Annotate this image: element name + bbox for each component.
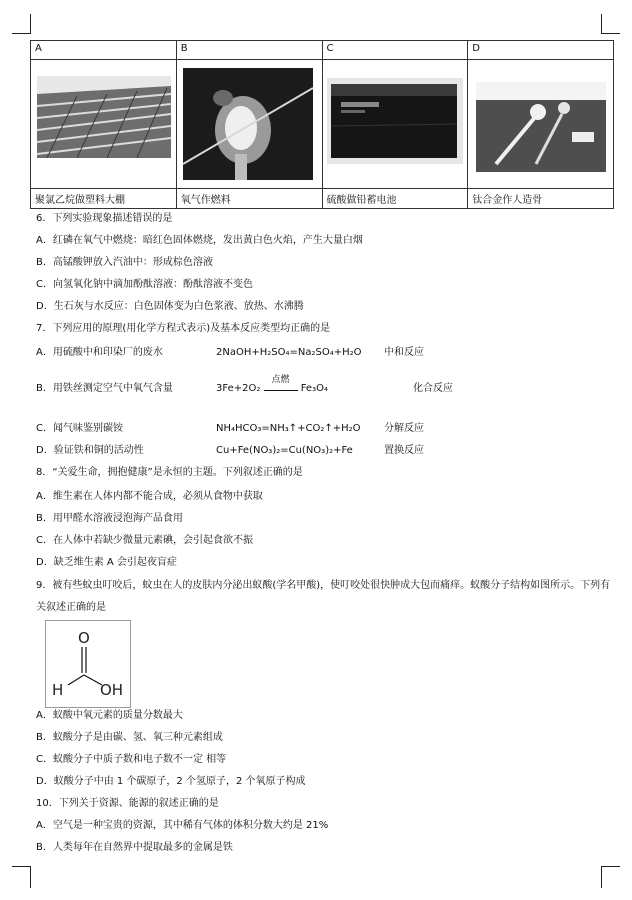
table-photo-cell-d [468, 60, 614, 189]
q9-option-a: A．蚁酸中氧元素的质量分数最大 [36, 710, 183, 721]
q7-b-eq-right: Fe₃O₄ [300, 383, 328, 394]
mol-oxygen-label: O [78, 629, 90, 647]
greenhouse-photo [37, 76, 171, 158]
q7-d-reaction-type: 置换反应 [384, 445, 424, 456]
q7-b-equation [216, 375, 328, 395]
q7-option-b [36, 375, 453, 395]
q7-b-eq-left: 3Fe+2O₂ [216, 383, 261, 394]
table-header-d: D [468, 41, 614, 60]
crop-mark-bottom-right-h [601, 866, 620, 867]
table-caption-a: 聚氯乙烷做塑料大棚 [31, 189, 177, 209]
q6-option-b: B．高锰酸钾放入汽油中：形成棕色溶液 [36, 257, 213, 268]
crop-mark-bottom-left-h [12, 866, 31, 867]
table-header-c: C [322, 41, 468, 60]
q7-d-text: D．验证铁和铜的活动性 [36, 445, 144, 456]
q7-option-a [36, 347, 424, 359]
table-caption-c: 硫酸做铅蓄电池 [322, 189, 468, 209]
q9-stem: 9．被有些蚊虫叮咬后，蚊虫在人的皮肤内分泌出蚁酸(学名甲酸)，使叮咬处很快肿成大包而痛痒。蚁酸分子结构如图所示。下列有关叙述正确的是 [36, 580, 611, 613]
q7-b-eq-arrow [264, 390, 298, 391]
crop-mark-top-left-v [30, 14, 31, 34]
table-caption-d: 钛合金作人造骨 [468, 189, 614, 209]
crop-mark-top-left-h [12, 33, 31, 34]
q9-option-b: B．蚁酸分子是由碳、氢、氧三种元素组成 [36, 732, 223, 743]
q6-option-d: D．生石灰与水反应：白色固体变为白色浆液、放热、水沸腾 [36, 301, 304, 312]
q7-a-reaction-type: 中和反应 [384, 347, 424, 358]
q7-a-text: A．用硫酸中和印染厂的废水 [36, 347, 163, 358]
q7-a-equation: 2NaOH+H₂SO₄=Na₂SO₄+H₂O [216, 347, 362, 358]
option-image-table [30, 40, 614, 209]
q7-d-equation: Cu+Fe(NO₃)₂=Cu(NO₃)₂+Fe [216, 445, 353, 456]
mol-hydrogen-label: H [52, 681, 64, 699]
q8-option-a: A．维生素在人体内都不能合成，必须从食物中获取 [36, 491, 263, 502]
q7-stem: 7．下列应用的原理(用化学方程式表示)及基本反应类型均正确的是 [36, 323, 331, 334]
table-photo-cell-b [176, 60, 322, 189]
artificial-bone-photo [476, 82, 606, 172]
table-header-b: B [176, 41, 322, 60]
burning-photo [183, 68, 313, 180]
crop-mark-bottom-left-v [30, 866, 31, 888]
q8-option-c: C．在人体中若缺少微量元素碘，会引起食欲不振 [36, 535, 253, 546]
formic-acid-structure [45, 620, 131, 708]
q8-option-b: B．用甲醛水溶液浸泡海产品食用 [36, 513, 183, 524]
q9-option-c: C．蚁酸分子中质子数和电子数不一定 相等 [36, 754, 227, 765]
q7-b-text: B．用铁丝测定空气中氧气含量 [36, 383, 173, 394]
q7-c-text: C．闻气味鉴别碳铵 [36, 423, 123, 434]
q7-c-equation: NH₄HCO₃=NH₃↑+CO₂↑+H₂O [216, 423, 361, 434]
q7-b-reaction-type: 化合反应 [413, 383, 453, 394]
q7-option-d [36, 445, 424, 457]
table-header-a: A [31, 41, 177, 60]
formic-acid-diagram [46, 621, 130, 707]
q7-b-eq-condition: 点燃 [271, 375, 290, 385]
crop-mark-top-right-v [601, 14, 602, 34]
q6-stem: 6．下列实验现象描述错误的是 [36, 213, 173, 224]
battery-photo [327, 78, 463, 164]
q7-c-reaction-type: 分解反应 [384, 423, 424, 434]
q6-option-a: A．红磷在氧气中燃烧：暗红色固体燃烧，发出黄白色火焰，产生大量白烟 [36, 235, 363, 246]
q6-option-c: C．向氢氧化钠中滴加酚酞溶液：酚酞溶液不变色 [36, 279, 253, 290]
q10-option-a: A．空气是一种宝贵的资源，其中稀有气体的体积分数大约是 21% [36, 820, 329, 831]
crop-mark-bottom-right-v [601, 866, 602, 888]
q7-option-c [36, 423, 424, 435]
table-photo-cell-a [31, 60, 177, 189]
q8-stem: 8．“关爱生命，拥抱健康”是永恒的主题。下列叙述正确的是 [36, 467, 303, 478]
table-photo-cell-c [322, 60, 468, 189]
q10-stem: 10．下列关于资源、能源的叙述正确的是 [36, 798, 219, 809]
mol-hydroxyl-label: OH [100, 681, 124, 699]
q8-option-d: D．缺乏维生素 A 会引起夜盲症 [36, 557, 177, 568]
q9-option-d: D．蚁酸分子中由 1 个碳原子，2 个氢原子，2 个氧原子构成 [36, 776, 306, 787]
crop-mark-top-right-h [601, 33, 620, 34]
table-caption-b: 氧气作燃料 [176, 189, 322, 209]
q10-option-b: B．人类每年在自然界中提取最多的金属是铁 [36, 842, 233, 853]
